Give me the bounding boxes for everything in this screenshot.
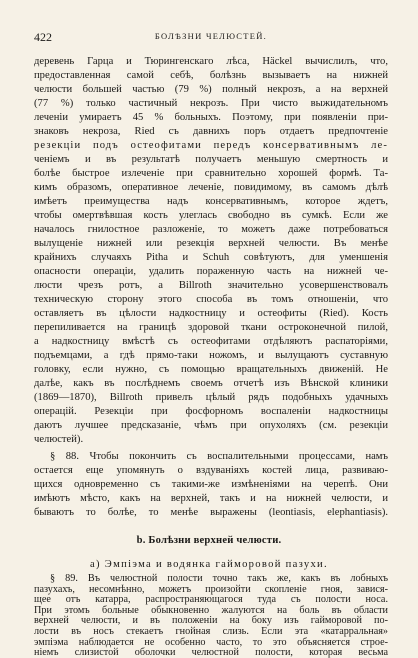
text-line: челюстей). xyxy=(34,434,84,445)
text-line: крайнихъ случаяхъ Pitha и Schuh совѣтуютъ, для уменшенія xyxy=(34,252,388,263)
text-line: предоставленная самой себѣ, болѣзнь вызываетъ на нижней xyxy=(34,70,388,81)
text-line: верхней челюсти, и въ положеніи на боку изъ гайморовой по- xyxy=(34,615,388,627)
text-line: деревень Гарца и Тюрингенскаго лѣса, Häckel вычислилъ, что, xyxy=(34,56,388,67)
text-line: а надкостницу вмѣстѣ съ остеофитами отдѣляютъ распаторіями, xyxy=(34,336,388,347)
text-line: леченіи умираетъ 45 % больныхъ. Поэтому, при появленіи при- xyxy=(34,112,388,123)
text-line: § 89. Въ челюстной полости точно такъ же, какъ въ лобныхъ xyxy=(50,573,388,584)
text-line: кимъ образомъ, оперативное леченіе, повидимому, въ самомъ дѣлѣ xyxy=(34,182,388,193)
text-line: даютъ лучшее предсказаніе, чѣмъ при опухоляхъ (см. резекціи xyxy=(34,420,388,431)
text-line: имѣютъ мѣсто, какъ на верхней, такъ и на нижней челюсти, и xyxy=(34,493,388,504)
text-line: подъемцами, а гдѣ прямо-таки ножомъ, и вылущаютъ суставную xyxy=(34,350,388,361)
text-line: вылущеніе нижней или резекція верхней челюсти. Въ менѣе xyxy=(34,238,388,249)
text-line: остается еще упомянуть о вздуваніяхъ костей лица, развиваю- xyxy=(34,465,388,476)
text-line: далѣе, какъ въ послѣднемъ своемъ отчетѣ изъ Вѣнской клиники xyxy=(34,378,388,389)
text-line: эмпіэма наблюдается не особенно часто, то это объясняется строе- xyxy=(34,636,388,648)
text-line: перепиливается на границѣ здоровой ткани остроконечной пилой, xyxy=(34,322,388,333)
running-title: БОЛѢЗНИ ЧЕЛЮСТЕЙ. xyxy=(154,31,268,41)
text-line: техническую сторону этого способа въ томъ отношеніи, что xyxy=(34,294,388,305)
text-line: люсти чрезъ ротъ, а Billroth значительно усовершенствовалъ xyxy=(34,280,388,291)
text-line: началось гнилостное разложеніе, то можетъ даже потребоваться xyxy=(34,224,388,235)
text-line: резекціи подъ остеофитами передъ консервативнымъ ле- xyxy=(34,140,388,151)
page-number: 422 xyxy=(34,30,52,44)
text-line: болѣе быстрое излеченіе при сравнительно хорошей формѣ. Та- xyxy=(34,168,388,179)
text-line: челюсти большей частью (79 %) полный некрозъ, а на верхней xyxy=(34,84,388,95)
section-heading: b. Болѣзни верхней челюсти. xyxy=(136,535,282,546)
text-line: щее отъ катарра, распространяющагося туда съ полости носа. xyxy=(34,594,388,606)
text-line: знаковъ некроза, Ried съ давнихъ поръ отдаетъ предпочтеніе xyxy=(34,126,388,137)
text-line: бываютъ то болѣе, то менѣе выражены (leontiasis, elephantiasis). xyxy=(34,507,388,518)
page-header xyxy=(34,30,388,44)
text-line: (1869—1870), Billroth привелъ цѣлый рядъ подобныхъ удачныхъ xyxy=(34,392,388,403)
text-line: щихся одновременно съ такими-же измѣненіями на черепѣ. Они xyxy=(34,479,388,490)
text-line: (77 %) только частичный некрозъ. При чисто выжидательномъ xyxy=(34,98,388,109)
subsection-heading: а) Эмпіэма и водянка гайморовой пазухи. xyxy=(90,559,328,570)
text-line: ніемъ слизистой оболочки челюстной полости, которая весьма xyxy=(34,647,388,658)
text-line: § 88. Чтобы покончить съ воспалительными процессами, намъ xyxy=(50,451,388,462)
text-line: чтобы омертвѣвшая кость улеглась свободно въ сумкѣ. Если же xyxy=(34,210,388,221)
text-line: опасности операціи, удалить пораженную часть на нижней че- xyxy=(34,266,388,277)
text-line: лости въ носъ стекаетъ гнойная слизь. Если эта «катарральная» xyxy=(34,626,388,637)
text-line: оставляетъ въ цѣлости надкостницу и остеофиты (Ried). Кость xyxy=(34,308,388,319)
text-line: При этомъ больные обыкновенно жалуются на боль въ области xyxy=(34,604,388,616)
text-line: операцій. Резекціи при фосфорномъ воспаленіи надкостницы xyxy=(34,406,388,417)
text-line: ченіемъ и въ результатѣ получаетъ меньшую смертность и xyxy=(34,154,388,165)
text-line: имѣетъ преимущества надъ консервативнымъ, которое ждетъ, xyxy=(34,196,388,207)
text-line: головку, если нужно, съ помощью вращательныхъ движеній. Не xyxy=(34,364,388,375)
text-line: пазухахъ, несомнѣнно, можетъ произойти скопленіе гноя, завися- xyxy=(34,583,388,595)
